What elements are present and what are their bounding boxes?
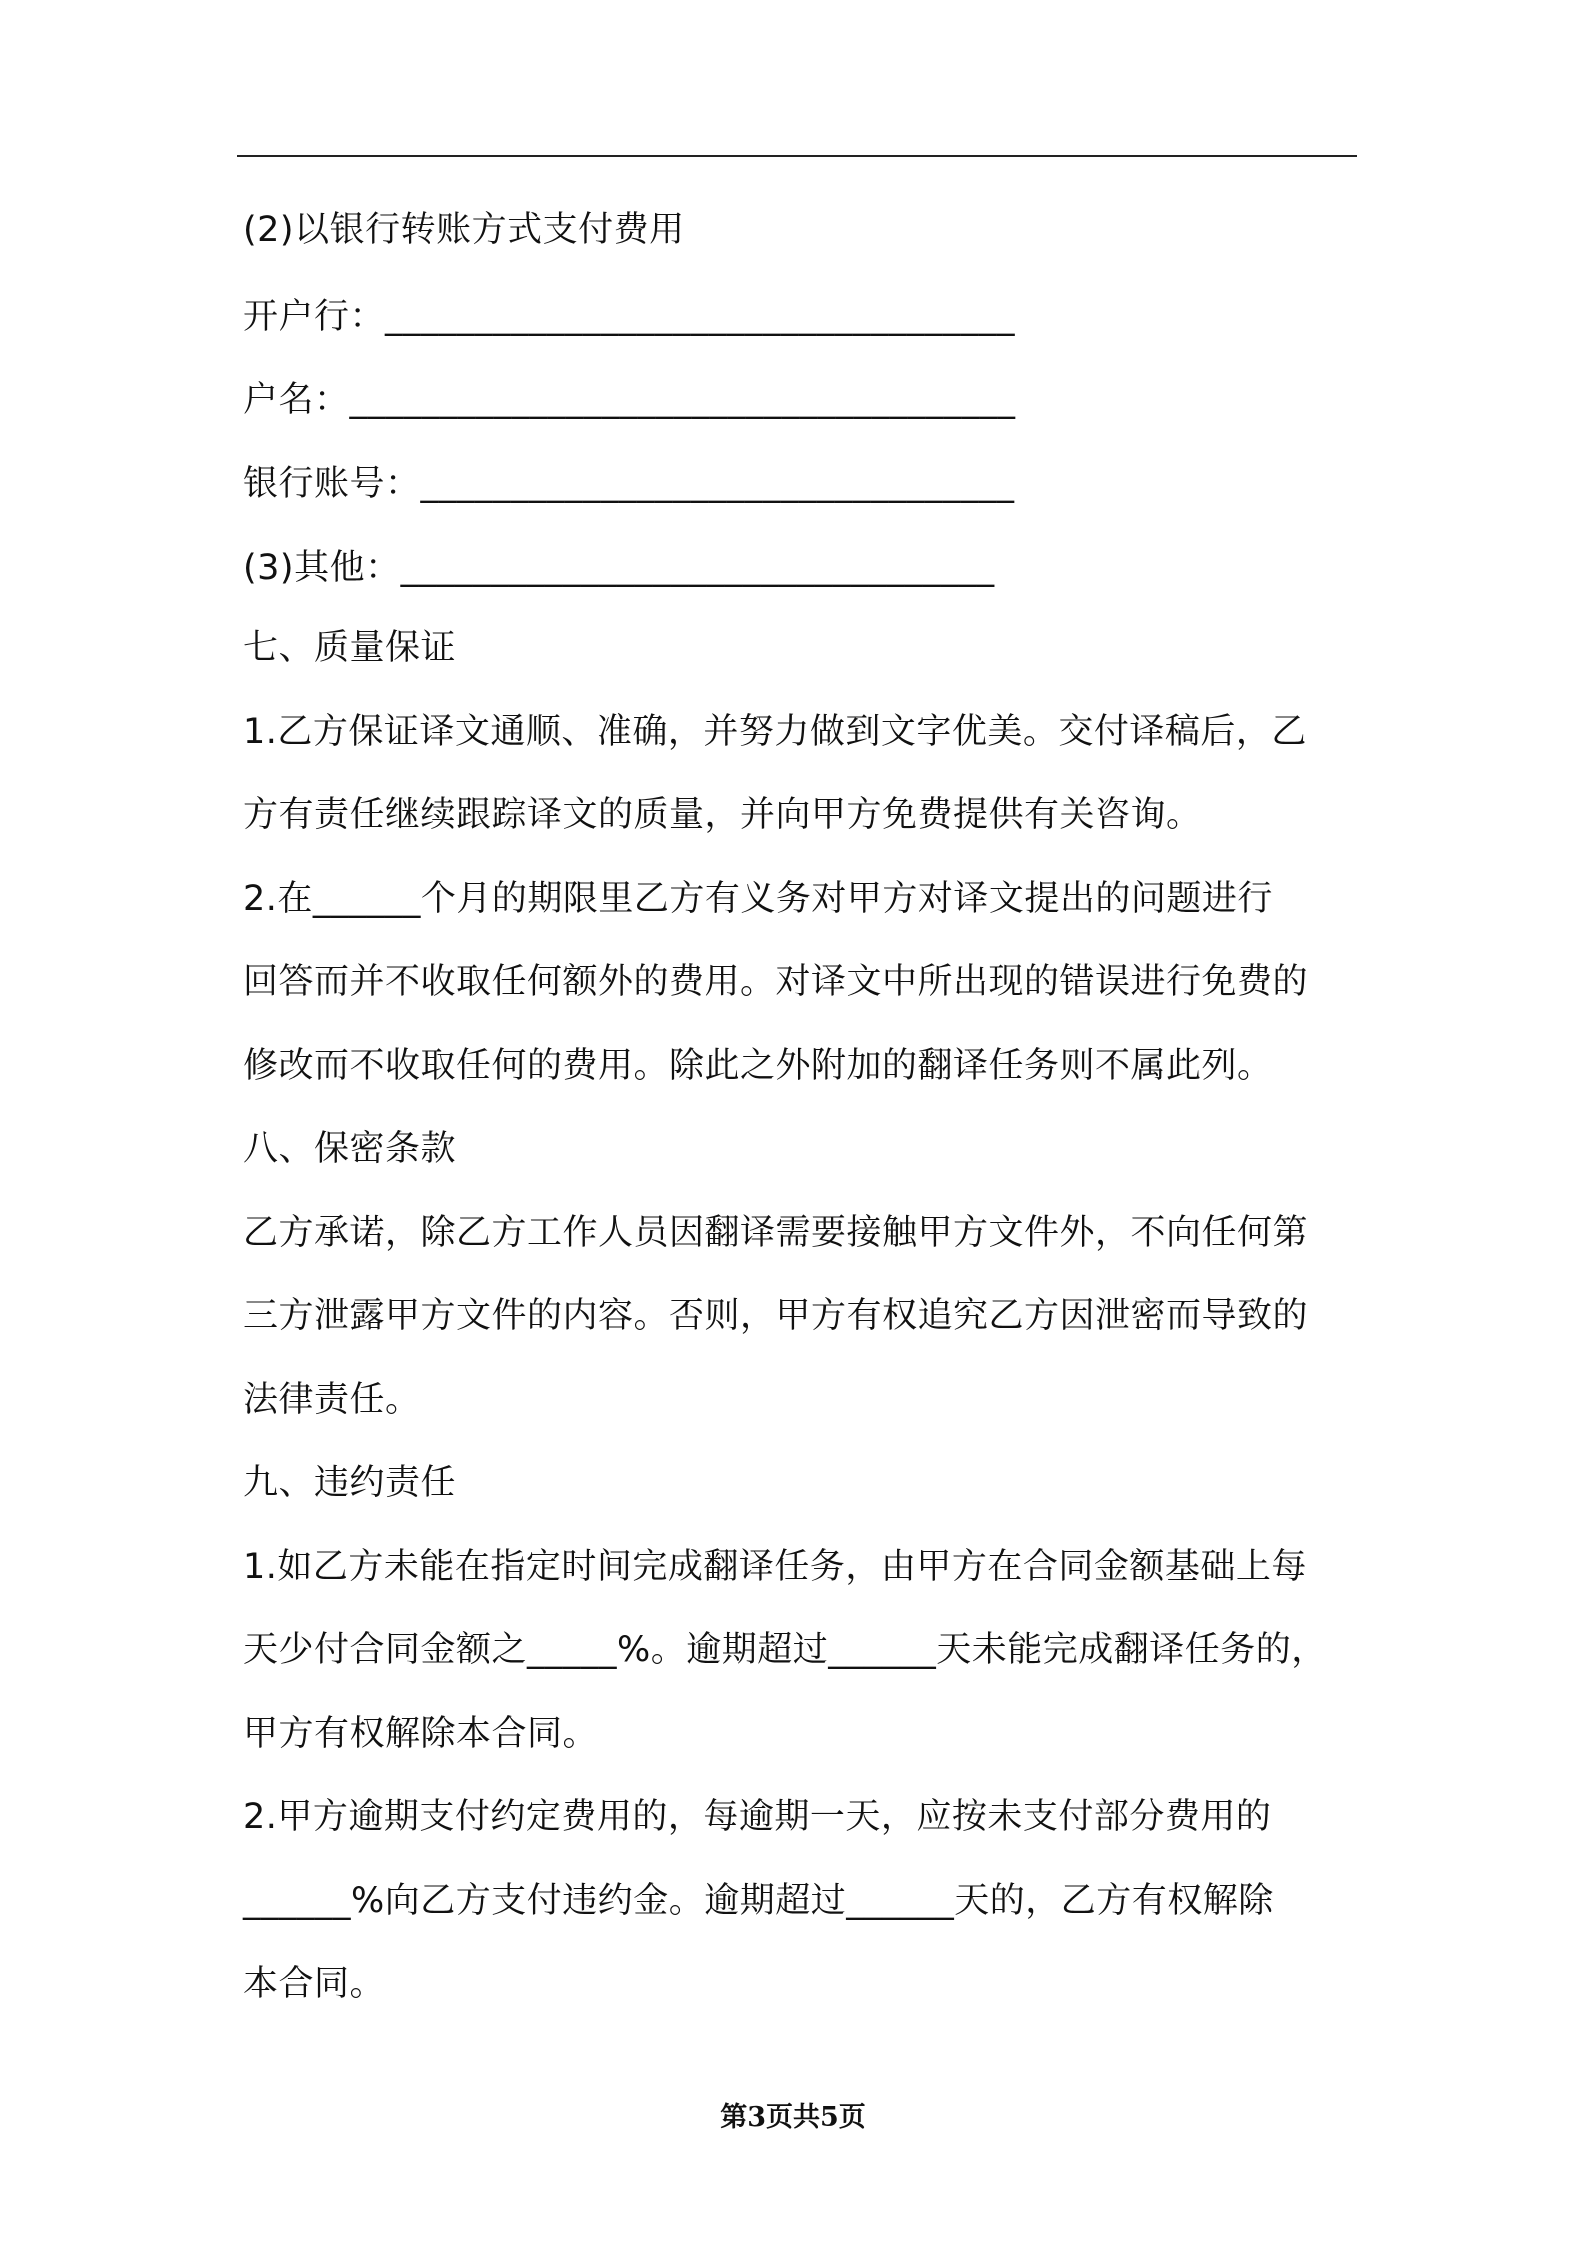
paragraph-line: 2.甲方逾期支付约定费用的，每逾期一天，应按未支付部分费用的: [243, 1797, 1272, 1837]
paragraph-line: (3)其他：_________________________________: [243, 548, 995, 588]
paragraph-line: 回答而并不收取任何额外的费用。对译文中所出现的错误进行免费的: [243, 962, 1309, 1002]
paragraph-line: 银行账号：_________________________________: [243, 464, 1015, 504]
paragraph-line: 三方泄露甲方文件的内容。否则，甲方有权追究乙方因泄密而导致的: [243, 1296, 1309, 1336]
section-heading: 九、违约责任: [243, 1463, 457, 1503]
paragraph-line: 法律责任。: [243, 1380, 421, 1420]
page-number: 第3页共5页: [720, 2102, 866, 2133]
paragraph-line: 1.乙方保证译文通顺、准确，并努力做到文字优美。交付译稿后，乙: [243, 712, 1307, 752]
section-heading: 八、保密条款: [243, 1129, 457, 1169]
paragraph-line: 方有责任继续跟踪译文的质量，并向甲方免费提供有关咨询。: [243, 795, 1202, 835]
paragraph-line: 修改而不收取任何的费用。除此之外附加的翻译任务则不属此列。: [243, 1046, 1273, 1086]
paragraph-line: 户名：_____________________________________: [243, 380, 1016, 420]
paragraph-line: 2.在______个月的期限里乙方有义务对甲方对译文提出的问题进行: [243, 879, 1273, 919]
paragraph-line: 开户行：___________________________________: [243, 297, 1016, 337]
paragraph-line: ______%向乙方支付违约金。逾期超过______天的，乙方有权解除: [243, 1881, 1274, 1921]
paragraph-line: 乙方承诺，除乙方工作人员因翻译需要接触甲方文件外，不向任何第: [243, 1213, 1309, 1253]
header-rule: [237, 155, 1357, 157]
paragraph-line: 甲方有权解除本合同。: [243, 1714, 599, 1754]
paragraph-line: 本合同。: [243, 1964, 386, 2004]
paragraph-line: 天少付合同金额之_____%。逾期超过______天未能完成翻译任务的，: [243, 1630, 1327, 1670]
section-heading: 七、质量保证: [243, 628, 457, 668]
paragraph-line: 1.如乙方未能在指定时间完成翻译任务，由甲方在合同金额基础上每: [243, 1547, 1307, 1587]
paragraph-line: (2)以银行转账方式支付费用: [243, 210, 685, 250]
